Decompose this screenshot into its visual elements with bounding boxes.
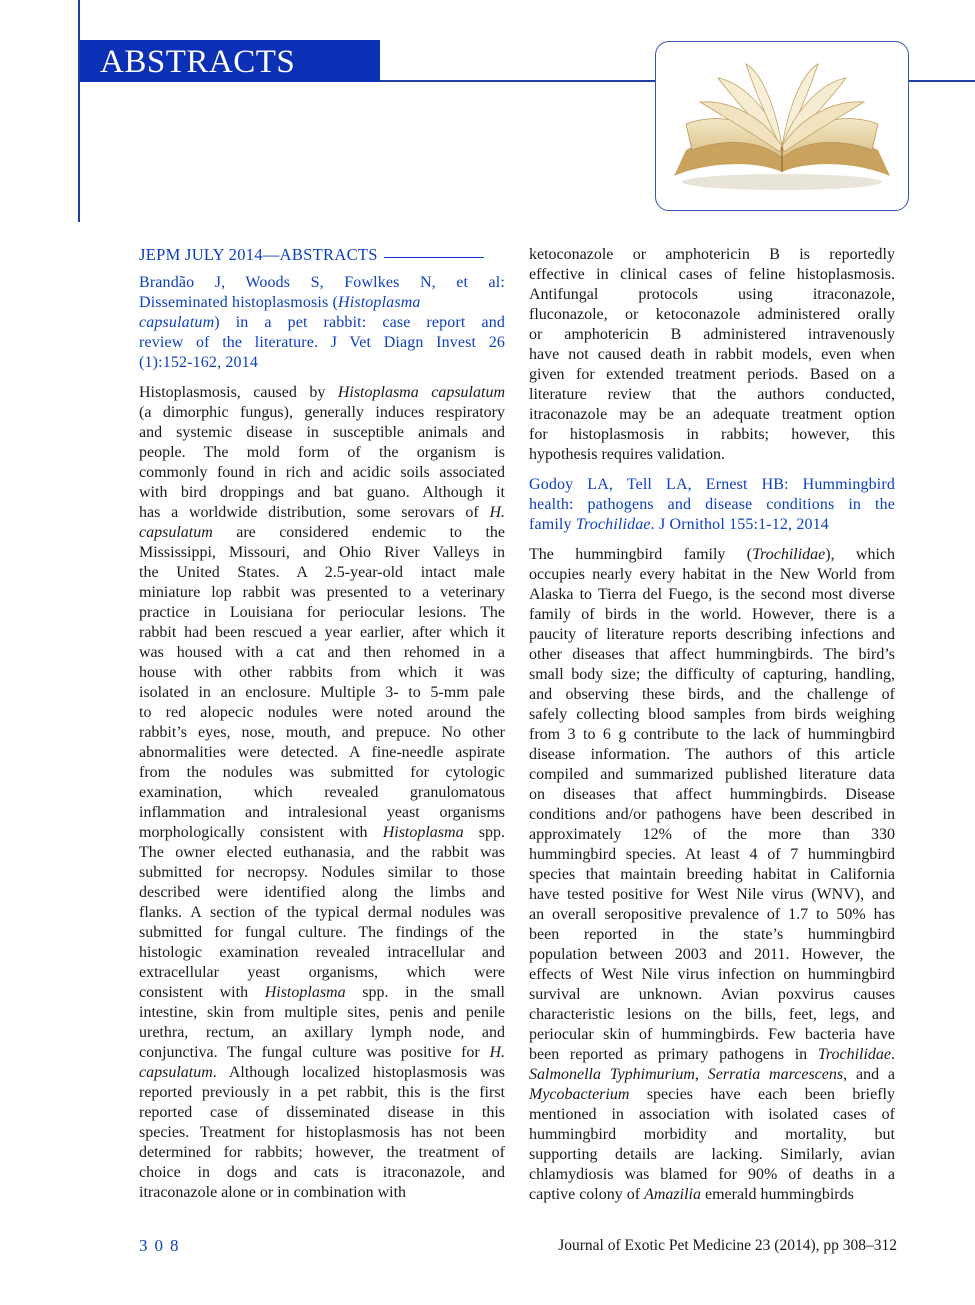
text-line: intestine, skin from multiple sites, penis and penile (139, 1004, 505, 1021)
text-line: other diseases that affect hummingbirds. The bird’s (529, 646, 895, 663)
text-line: itraconazole alone or in combination with (139, 1184, 407, 1201)
page-number: 308 (139, 1236, 186, 1255)
text-line: abnormalities were detected. A fine-needle aspirate (139, 744, 505, 761)
text-line: Salmonella Typhimurium, Serratia marcescens, and a (529, 1066, 896, 1083)
text-line: from the nodules was submitted for cytologic (139, 764, 505, 781)
open-book-icon (656, 42, 908, 210)
article-1-body-left (139, 383, 505, 1203)
right-column (529, 245, 895, 1215)
text-line: histologic examination revealed intracellular and (139, 944, 505, 961)
text-line: Mycobacterium species have each been briefly (529, 1086, 895, 1103)
text-line: reported previously in a pet rabbit, this is the first (139, 1084, 505, 1101)
text-line: reported case of disseminated disease in this (139, 1104, 505, 1121)
text-line: and observing these birds, and the challenge of (529, 686, 895, 703)
text-line: hypothesis requires validation. (529, 446, 725, 463)
text-line: Histoplasmosis, caused by Histoplasma capsulatum (139, 384, 505, 401)
text-line: submitted for necropsy. Nodules similar to those (139, 864, 505, 881)
text-line: described were identified along the limbs and (139, 884, 505, 901)
text-line: consistent with Histoplasma spp. in the small (139, 984, 506, 1001)
text-line: given for extended treatment periods. Based on a (529, 366, 895, 383)
text-line: capsulatum. Although localized histoplasmosis was (139, 1064, 505, 1081)
text-line: capsulatum are considered endemic to the (139, 524, 505, 541)
text-line: survival are unknown. Avian poxvirus causes (529, 986, 895, 1003)
text-line: rabbit’s eyes, nose, mouth, and prepuce. No other (139, 724, 505, 741)
text-line: was housed with a cat and then rehomed in a (139, 644, 505, 661)
text-line: practice in Louisiana for periocular lesions. The (139, 604, 505, 621)
text-line: approximately 12% of the more than 330 (529, 826, 895, 843)
text-line: species that maintain breeding habitat in California (529, 866, 895, 883)
text-line: effective in clinical cases of feline histoplasmosis. (529, 266, 895, 283)
article-2-body (529, 545, 895, 1205)
text-line: determined for rabbits; however, the treatment of (139, 1144, 505, 1161)
text-line: urethra, rectum, an axillary lymph node, and (139, 1024, 505, 1041)
text-line: submitted for fungal culture. The findings of the (139, 924, 505, 941)
text-line: species. Treatment for histoplasmosis has not been (139, 1124, 505, 1141)
text-line: literature review that the authors conducted, (529, 386, 895, 403)
text-line: commonly found in rich and acidic soils associated (139, 464, 505, 481)
text-line: occupies nearly every habitat in the New World from (529, 566, 895, 583)
text-line: with bird droppings and bat guano. Although it (139, 484, 505, 501)
article-1-citation: Brandão J, Woods S, Fowlkes N, et al: Disseminated histoplasmosis (Histoplasma capsulatum) in a pet rabbit: case report and review of the literature. J Vet Diagn Invest 26 (1):152-162, 2014 (139, 274, 505, 371)
text-line: conditions and/or pathogens have been described in (529, 806, 895, 823)
text-line: have tested positive for West Nile virus (WNV), and (529, 886, 895, 903)
left-column (139, 245, 505, 1213)
text-line: extracellular yeast organisms, which were (139, 964, 505, 981)
text-line: inflammation and intralesional yeast organisms (139, 804, 505, 821)
text-line: conjunctiva. The fungal culture was positive for H. (139, 1044, 505, 1061)
text-line: (a dimorphic fungus), generally induces respiratory (139, 404, 505, 421)
text-line: morphologically consistent with Histoplasma spp. (139, 824, 505, 841)
text-line: has a worldwide distribution, some serovars of H. (139, 504, 505, 521)
text-line: or amphotericin B administered intravenously (529, 326, 895, 343)
text-line: examination, which revealed granulomatous (139, 784, 505, 801)
text-line: and systemic disease in susceptible animals and (139, 424, 505, 441)
text-line: from 3 to 6 g contribute to the lack of hummingbird (529, 726, 895, 743)
text-line: chlamydiosis was blamed for 90% of deaths in a (529, 1166, 895, 1183)
text-line: Mississippi, Missouri, and Ohio River Valleys in (139, 544, 505, 561)
text-line: on diseases that affect hummingbirds. Disease (529, 786, 895, 803)
text-line: safely collecting blood samples from birds weighing (529, 706, 895, 723)
text-line: isolated in an enclosure. Multiple 3- to 5-mm pale (139, 684, 505, 701)
header-vertical-rule (78, 0, 80, 222)
text-line: supporting details are lacking. Similarly, avian (529, 1146, 895, 1163)
text-line: family of birds in the world. However, there is a (529, 606, 895, 623)
text-line: Antifungal protocols using itraconazole, (529, 286, 895, 303)
journal-reference: Journal of Exotic Pet Medicine 23 (2014), pp 308–312 (558, 1237, 897, 1254)
text-line: hummingbird species. At least 4 of 7 hummingbird (529, 846, 895, 863)
text-line: flanks. A section of the typical dermal nodules was (139, 904, 505, 921)
text-line: been reported in the state’s hummingbird (529, 926, 895, 943)
text-line: ketoconazole or amphotericin B is reportedly (529, 246, 895, 263)
text-line: have not caused death in rabbit models, even when (529, 346, 895, 363)
text-line: compiled and summarized published literature data (529, 766, 895, 783)
article-1-body-right (529, 245, 895, 465)
text-line: people. The mold form of the organism is (139, 444, 505, 461)
text-line: Alaska to Tierra del Fuego, is the second most diverse (529, 586, 895, 603)
text-line: rabbit had been rescued a year earlier, after which it (139, 624, 505, 641)
text-line: population between 2003 and 2011. However, the (529, 946, 895, 963)
header-image-frame (655, 41, 909, 211)
header-title: ABSTRACTS (100, 44, 296, 80)
text-line: small body size; the difficulty of capturing, handling, (529, 666, 895, 683)
text-line: miniature lop rabbit was presented to a veterinary (139, 584, 505, 601)
text-line: periocular skin of hummingbirds. Few bacteria have (529, 1026, 895, 1043)
text-line: characteristic lesions on the bills, feet, legs, and (529, 1006, 895, 1023)
text-line: The owner elected euthanasia, and the rabbit was (139, 844, 505, 861)
text-line: to red alopecic nodules were noted around the (139, 704, 505, 721)
text-line: the United States. A 2.5-year-old intact male (139, 564, 505, 581)
text-line: choice in dogs and cats is itraconazole, and (139, 1164, 505, 1181)
text-line: house with other rabbits from which it was (139, 664, 505, 681)
article-2-citation: Godoy LA, Tell LA, Ernest HB: Hummingbird health: pathogens and disease conditions in the family Trochilidae. J Ornithol 155:1-12, 2014 (529, 476, 895, 533)
text-line: paucity of literature reports describing infections and (529, 626, 895, 643)
text-line: hummingbird morbidity and mortality, but (529, 1126, 895, 1143)
text-line: effects of West Nile virus infection on hummingbird (529, 966, 895, 983)
text-line: been reported as primary pathogens in Trochilidae. (529, 1046, 895, 1063)
text-line: disease information. The authors of this article (529, 746, 895, 763)
text-line: fluconazole, or ketoconazole administered orally (529, 306, 895, 323)
text-line: for histoplasmosis in rabbits; however, this (529, 426, 895, 443)
text-line: captive colony of Amazilia emerald hummingbirds (529, 1186, 854, 1203)
text-line: The hummingbird family (Trochilidae), which (529, 546, 896, 563)
section-heading: JEPM JULY 2014—ABSTRACTS (139, 245, 505, 265)
text-line: itraconazole may be an adequate treatment option (529, 406, 895, 423)
text-line: an overall seropositive prevalence of 1.7 to 50% has (529, 906, 895, 923)
text-line: mentioned in association with isolated cases of (529, 1106, 895, 1123)
